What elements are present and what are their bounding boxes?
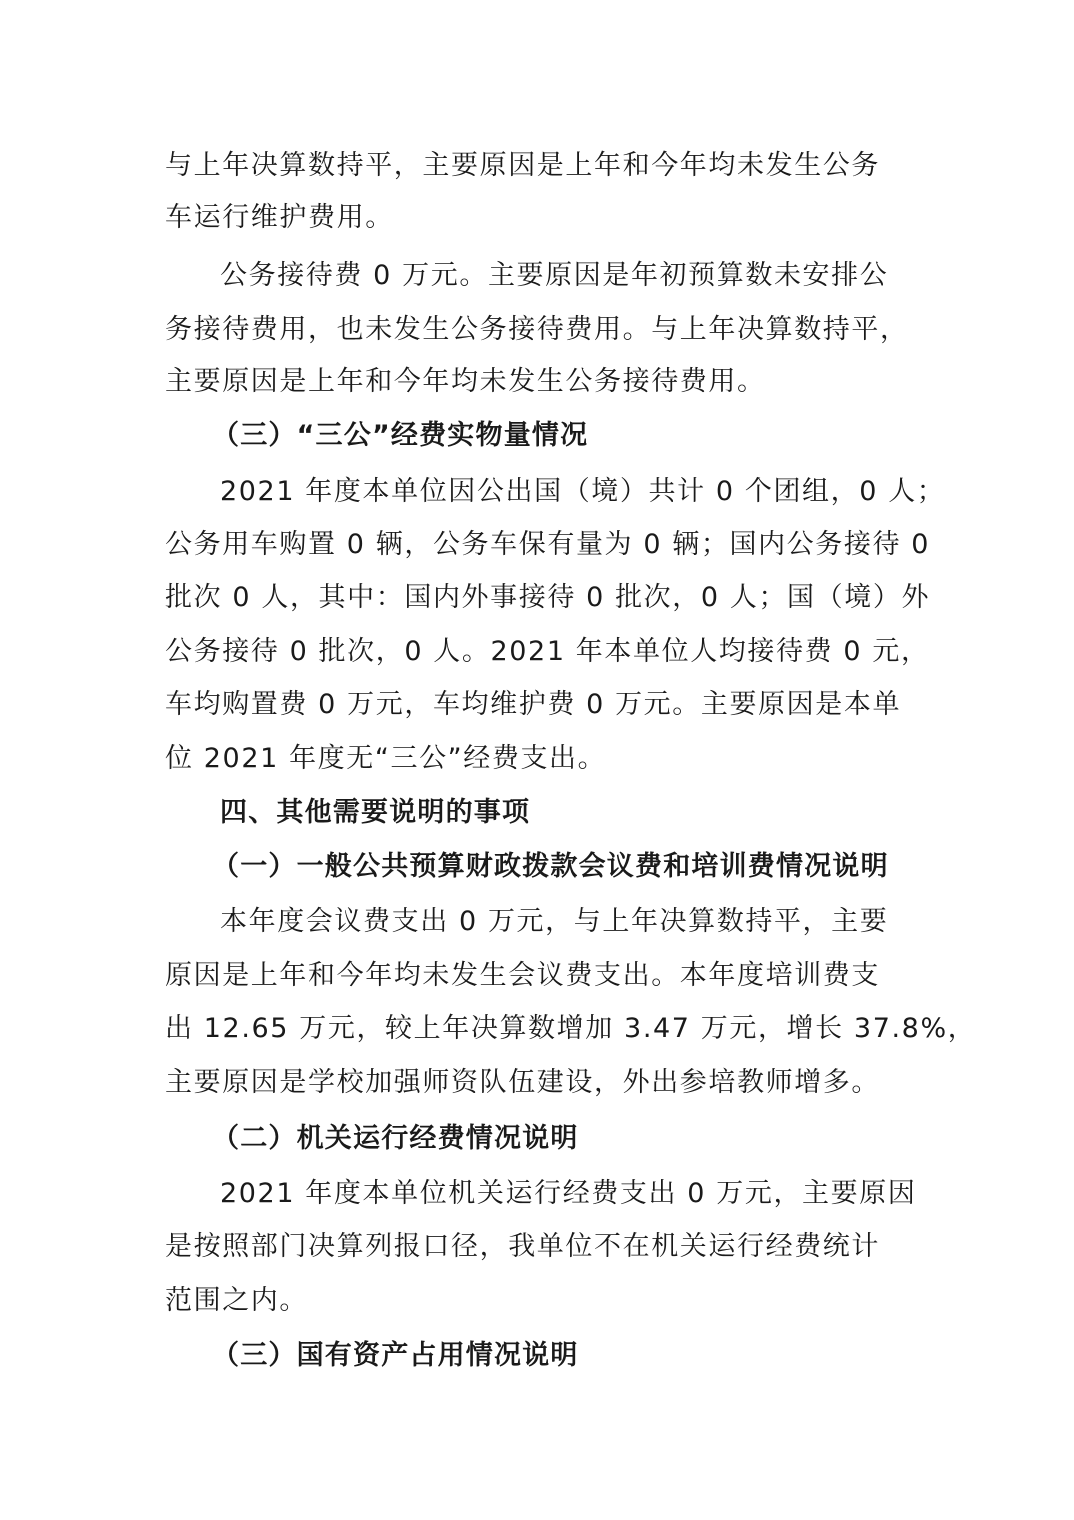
paragraph-line: 车均购置费 0 万元，车均维护费 0 万元。主要原因是本单	[165, 689, 902, 720]
subsection-heading-operating-costs: （二）机关运行经费情况说明	[212, 1123, 579, 1154]
paragraph-line: 本年度会议费支出 0 万元，与上年决算数持平，主要	[220, 906, 889, 937]
subsection-heading-state-assets: （三）国有资产占用情况说明	[212, 1340, 579, 1371]
paragraph-line: 主要原因是学校加强师资队伍建设，外出参培教师增多。	[165, 1067, 880, 1098]
paragraph-line: 范围之内。	[165, 1285, 308, 1316]
section-heading-other-matters: 四、其他需要说明的事项	[220, 797, 531, 828]
paragraph-line: 2021 年度本单位因公出国（境）共计 0 个团组，0 人；	[220, 476, 946, 507]
paragraph-line: 原因是上年和今年均未发生会议费支出。本年度培训费支	[165, 960, 880, 991]
paragraph-line: 是按照部门决算列报口径，我单位不在机关运行经费统计	[165, 1231, 880, 1262]
paragraph-line: 务接待费用，也未发生公务接待费用。与上年决算数持平，	[165, 314, 909, 345]
paragraph-line: 公务用车购置 0 辆，公务车保有量为 0 辆；国内公务接待 0	[165, 529, 931, 560]
paragraph-line: 与上年决算数持平，主要原因是上年和今年均未发生公务	[165, 150, 880, 181]
paragraph-line: 出 12.65 万元，较上年决算数增加 3.47 万元，增长 37.8%，	[165, 1013, 977, 1044]
section-heading-three-public: （三）“三公”经费实物量情况	[212, 420, 589, 451]
paragraph-line: 2021 年度本单位机关运行经费支出 0 万元，主要原因	[220, 1178, 917, 1209]
paragraph-line: 主要原因是上年和今年均未发生公务接待费用。	[165, 366, 766, 397]
paragraph-line: 位 2021 年度无“三公”经费支出。	[165, 743, 607, 774]
paragraph-line: 车运行维护费用。	[165, 202, 394, 233]
paragraph-line: 公务接待费 0 万元。主要原因是年初预算数未安排公	[220, 260, 889, 291]
paragraph-line: 批次 0 人，其中：国内外事接待 0 批次，0 人；国（境）外	[165, 582, 931, 613]
paragraph-line: 公务接待 0 批次，0 人。2021 年本单位人均接待费 0 元，	[165, 636, 930, 667]
subsection-heading-meeting-training: （一）一般公共预算财政拨款会议费和培训费情况说明	[212, 851, 889, 882]
